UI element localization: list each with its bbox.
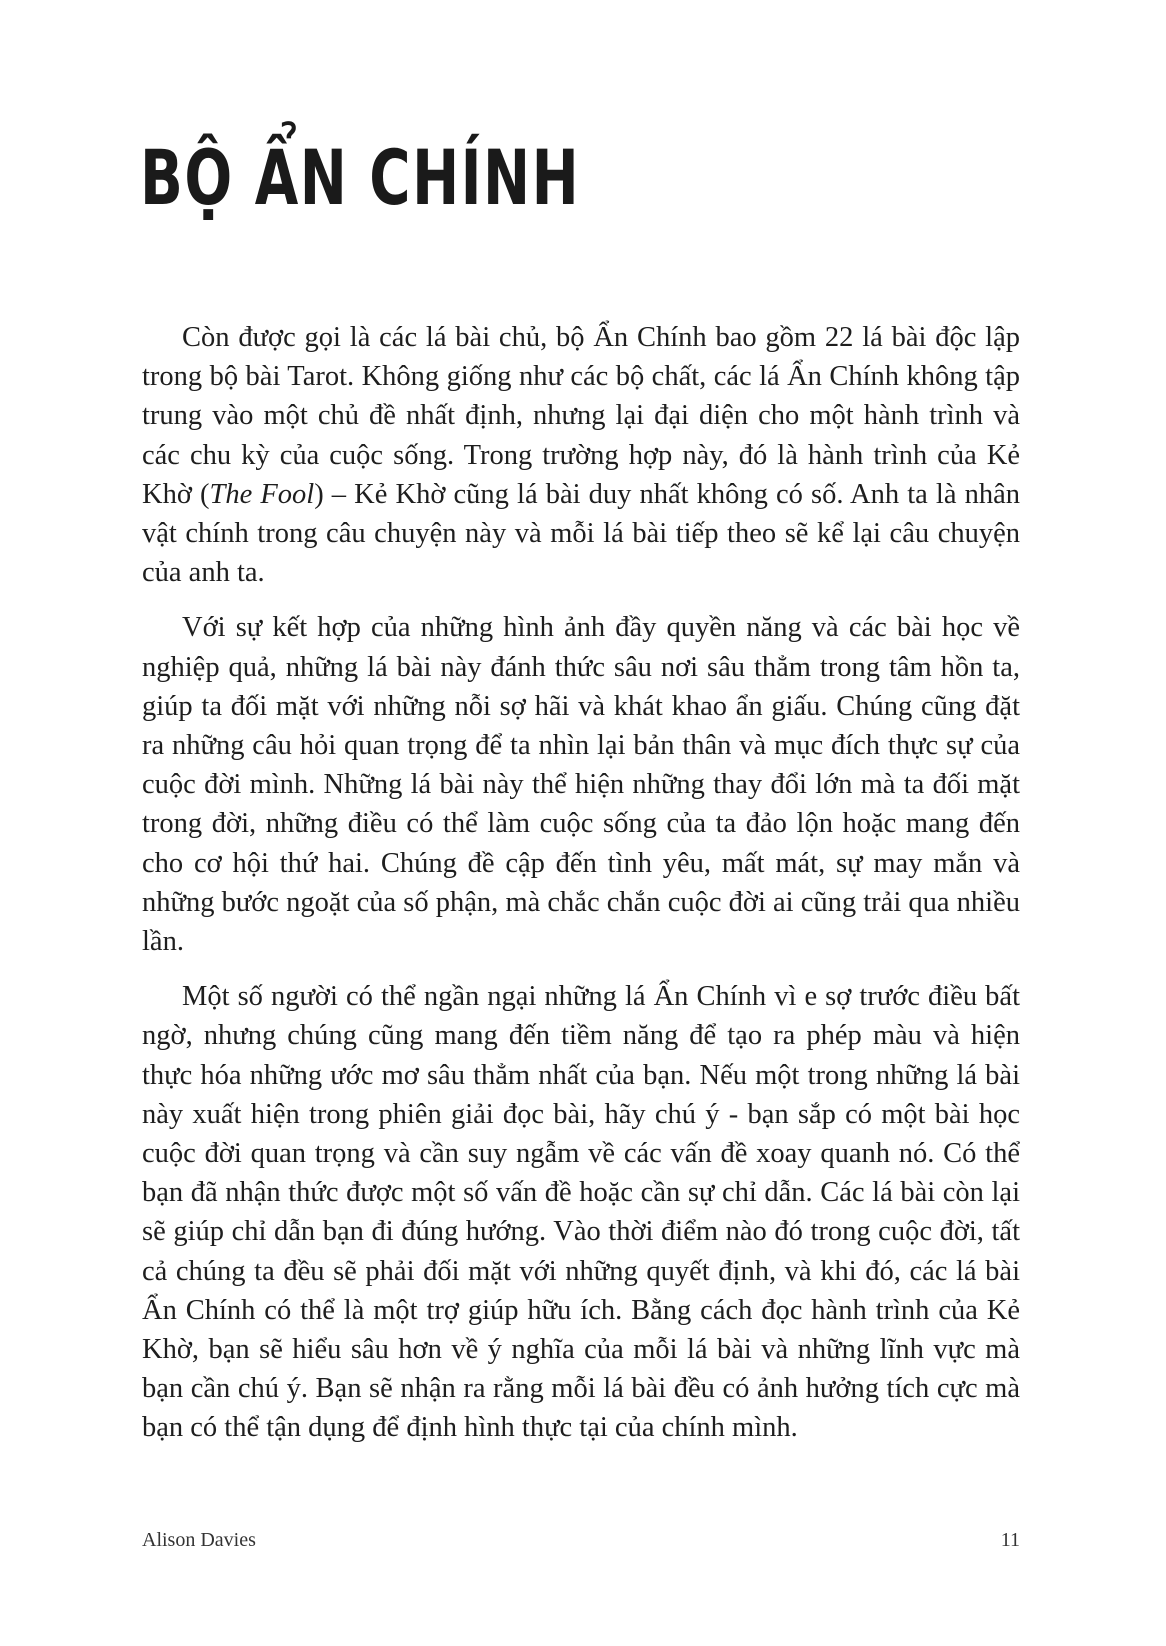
- paragraph-1-italic-title: The Fool: [209, 478, 315, 510]
- footer-author: Alison Davies: [142, 1529, 256, 1551]
- paragraph-1-text-b: ) – Kẻ Khờ cũng lá bài duy nhất không có số. Anh ta là nhân vật chính trong câu chuyện này và mỗi lá bài tiếp theo sẽ kể lại câu chuyện của anh ta.: [142, 478, 1020, 589]
- paragraph-2: Với sự kết hợp của những hình ảnh đầy quyền năng và các bài học về nghiệp quả, những lá bài này đánh thức sâu nơi sâu thẳm trong tâm hồn ta, giúp ta đối mặt với những nỗi sợ hãi và khát khao ẩn giấu. Chúng cũng đặt ra những câu hỏi quan trọng để ta nhìn lại bản thân và mục đích thực sự của cuộc đời mình. Những lá bài này thể hiện những thay đổi lớn mà ta đối mặt trong đời, những điều có thể làm cuộc sống của ta đảo lộn hoặc mang đến cho cơ hội thứ hai. Chúng đề cập đến tình yêu, mất mát, sự may mắn và những bước ngoặt của số phận, mà chắc chắn cuộc đời ai cũng trải qua nhiều lần.: [142, 612, 1020, 958]
- paragraph-1-text-a: Còn được gọi là các lá bài chủ, bộ Ẩn Chính bao gồm 22 lá bài độc lập trong bộ bài Tarot. Không giống như các bộ chất, các lá Ẩn Chính không tập trung vào một chủ đề nhất định, nhưng lại đại diện cho một hành trình và các chu kỳ của cuộc sống. Trong trường hợp này, đó là hành trình của Kẻ Khờ (: [142, 322, 1020, 510]
- page-title: BỘ ẨN CHÍNH: [140, 133, 581, 222]
- paragraph-3: Một số người có thể ngần ngại những lá Ẩn Chính vì e sợ trước điều bất ngờ, nhưng chúng cũng mang đến tiềm năng để tạo ra phép màu và hiện thực hóa những ước mơ sâu thẳm nhất của bạn. Nếu một trong những lá bài này xuất hiện trong phiên giải đọc bài, hãy chú ý - bạn sắp có một bài học cuộc đời quan trọng và cần suy ngẫm về các vấn đề xoay quanh nó. Có thể bạn đã nhận thức được một số vấn đề hoặc cần sự chỉ dẫn. Các lá bài còn lại sẽ giúp chỉ dẫn bạn đi đúng hướng. Vào thời điểm nào đó trong cuộc đời, tất cả chúng ta đều sẽ phải đối mặt với những quyết định, và khi đó, các lá bài Ẩn Chính có thể là một trợ giúp hữu ích. Bằng cách đọc hành trình của Kẻ Khờ, bạn sẽ hiểu sâu hơn về ý nghĩa của mỗi lá bài và những lĩnh vực mà bạn cần chú ý. Bạn sẽ nhận ra rằng mỗi lá bài đều có ảnh hưởng tích cực mà bạn có thể tận dụng để định hình thực tại của chính mình.: [142, 981, 1020, 1444]
- paragraph-1: [142, 318, 1020, 592]
- body-text: [142, 318, 1020, 1448]
- page-number: 11: [1000, 1529, 1020, 1551]
